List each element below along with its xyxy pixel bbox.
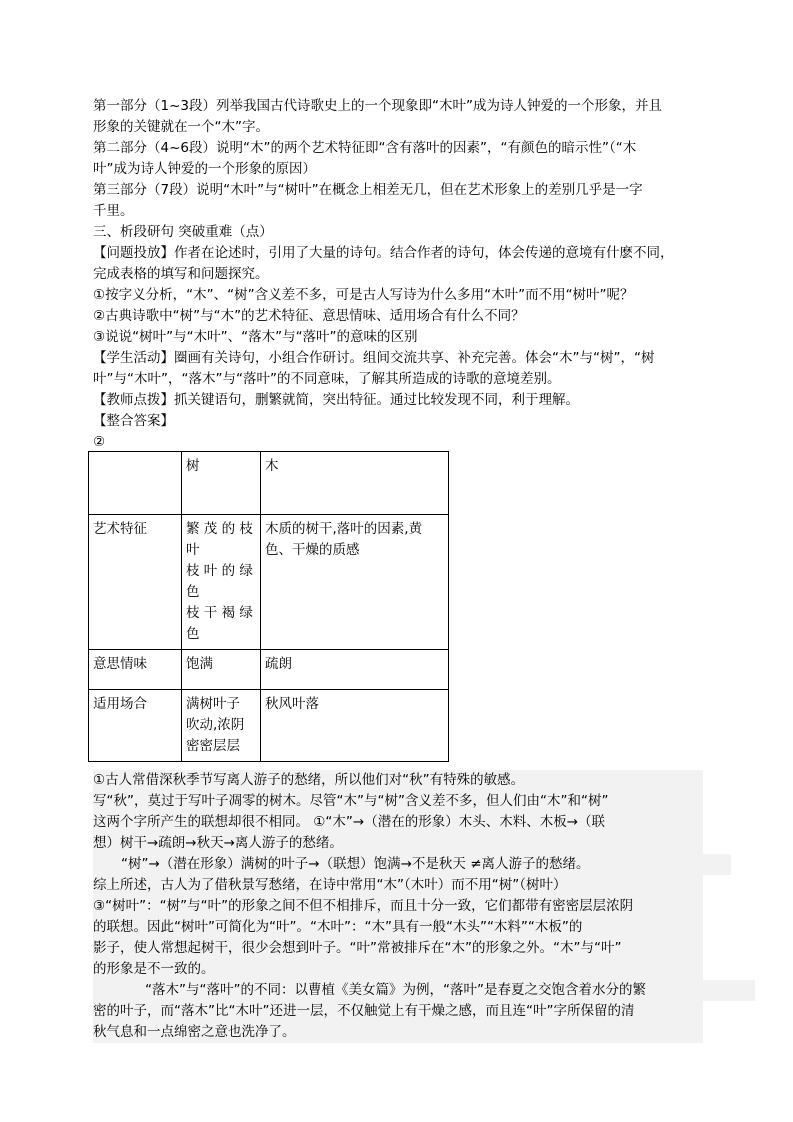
- paragraph-line: 想）树干→疏朗→秋天→离人游子的愁绪。: [93, 833, 703, 854]
- question-line: ③说说“树叶”与“木叶”、“落木”与“落叶”的意味的区别: [93, 329, 418, 345]
- table-row: [89, 515, 449, 650]
- cell-text: 疏朗: [265, 656, 292, 672]
- cell-text: 满树叶子: [186, 696, 240, 712]
- table-header-cell: 木: [261, 452, 449, 515]
- cell-text: 密密层层: [186, 738, 240, 754]
- row-label: 适用场合: [89, 690, 182, 762]
- table-cell: [261, 515, 449, 650]
- section-heading: 三、析段研句 突破重难（点）: [93, 224, 273, 240]
- paragraph-line: “树”→（潜在形象）满树的叶子→（联想）饱满→不是秋天 ≠离人游子的愁绪。: [93, 854, 731, 875]
- row-label: 意思情味: [89, 650, 182, 690]
- table-header-cell: [89, 452, 182, 515]
- table-row: [89, 690, 449, 762]
- paragraph-line: 秋气息和一点绵密之意也洗净了。: [93, 1022, 703, 1043]
- cell-text: 吹动,浓阴: [186, 717, 245, 733]
- table-cell: [182, 650, 261, 690]
- paragraph-line: 【教师点拨】抓关键语句，删繁就简，突出特征。通过比较发现不同，利于理解。: [93, 392, 579, 408]
- paragraph-line: 【学生活动】圈画有关诗句，小组合作研讨。组间交流共享、补充完善。体会“木”与“树”，“树: [93, 350, 655, 366]
- table-cell: [182, 690, 261, 762]
- paragraph-line: 叶”与“木叶”，“落木”与“落叶”的不同意味，了解其所造成的诗歌的意境差别。: [93, 371, 561, 387]
- paragraph-line: 这两个字所产生的联想却很不相同。 ①“木”→（潜在的形象）木头、木料、木板→（联: [93, 812, 703, 833]
- paragraph-line: 综上所述，古人为了借秋景写愁绪，在诗中常用“木”（木叶）而不用“树”（树叶）: [93, 875, 703, 896]
- row-label: 艺术特征: [89, 515, 182, 650]
- answer-heading: 【整合答案】: [93, 413, 174, 429]
- paragraph-line: “落木”与“落叶”的不同：以曹植《美女篇》为例，“落叶”是春夏之交饱含着水分的繁: [93, 980, 755, 1001]
- cell-text: 色: [186, 584, 200, 600]
- table-cell: [261, 650, 449, 690]
- paragraph-line: 千里。: [93, 203, 134, 219]
- paragraph-line: 叶”成为诗人钟爱的一个形象的原因）: [93, 161, 316, 177]
- cell-text: 繁 茂 的 枝: [186, 521, 253, 537]
- cell-text: 色: [186, 626, 200, 642]
- cell-text: 枝 干 褐 绿: [186, 605, 253, 621]
- paragraph-line: 的形象是不一致的。: [93, 959, 703, 980]
- cell-text: 色、干燥的质感: [265, 542, 360, 558]
- table-header-row: [89, 452, 449, 515]
- cell-text: 叶: [186, 542, 200, 558]
- table-header-cell: 树: [182, 452, 261, 515]
- cell-text: 饱满: [186, 656, 213, 672]
- paragraph-line: ③“树叶”：“树”与“叶”的形象之间不但不相排斥，而且十分一致，它们都带有密密层层浓阴: [93, 896, 703, 917]
- table-cell: [261, 690, 449, 762]
- comparison-table: [88, 451, 449, 762]
- question-line: ②古典诗歌中“树”与“木”的艺术特征、意思情味、适用场合有什么不同？: [93, 308, 525, 324]
- paragraph-line: 写“秋”，莫过于写叶子凋零的树木。尽管“木”与“树”含义差不多，但人们由“木”和“树”: [93, 791, 703, 812]
- paragraph-line: 的联想。因此“树叶”可简化为“叶”。“木叶”：“木”具有一般“木头”“木料”“木板”的: [93, 917, 703, 938]
- answer-number: ②: [93, 434, 106, 450]
- paragraph-line: 形象的关键就在一个“木”字。: [93, 119, 269, 135]
- paragraph-line: 【问题投放】作者在论述时，引用了大量的诗句。结合作者的诗句，体会传递的意境有什麽不同，: [93, 245, 674, 261]
- cell-text: 秋风叶落: [265, 696, 319, 712]
- paragraph-line: 密的叶子，而“落木”比“木叶”还进一层，不仅触觉上有干燥之感，而且连“叶”字所保留的清: [93, 1001, 703, 1022]
- paragraph-line: 影子，使人常想起树干，很少会想到叶子。“叶”常被排斥在“木”的形象之外。“木”与“叶”: [93, 938, 703, 959]
- paragraph-line: ①古人常借深秋季节写离人游子的愁绪，所以他们对“秋”有特殊的敏感。: [93, 770, 703, 791]
- paragraph-line: 第一部分（1~3段）列举我国古代诗歌史上的一个现象即“木叶”成为诗人钟爱的一个形象，并且: [93, 98, 662, 114]
- table-cell: [182, 515, 261, 650]
- paragraph-line: 第三部分（7段）说明“木叶”与“树叶”在概念上相差无几，但在艺术形象上的差别几乎是一字: [93, 182, 643, 198]
- question-line: ①按字义分析，“木”、“树”含义差不多，可是古人写诗为什么多用“木叶”而不用“树叶”呢？: [93, 287, 634, 303]
- paragraph-line: 完成表格的填写和问题探究。: [93, 266, 269, 282]
- cell-text: 枝 叶 的 绿: [186, 563, 253, 579]
- table-row: [89, 650, 449, 690]
- paragraph-line: 第二部分（4~6段）说明“木”的两个艺术特征即“含有落叶的因素”，“有颜色的暗示性”（“木: [93, 140, 637, 156]
- cell-text: 木质的树干,落叶的因素,黄: [265, 521, 423, 537]
